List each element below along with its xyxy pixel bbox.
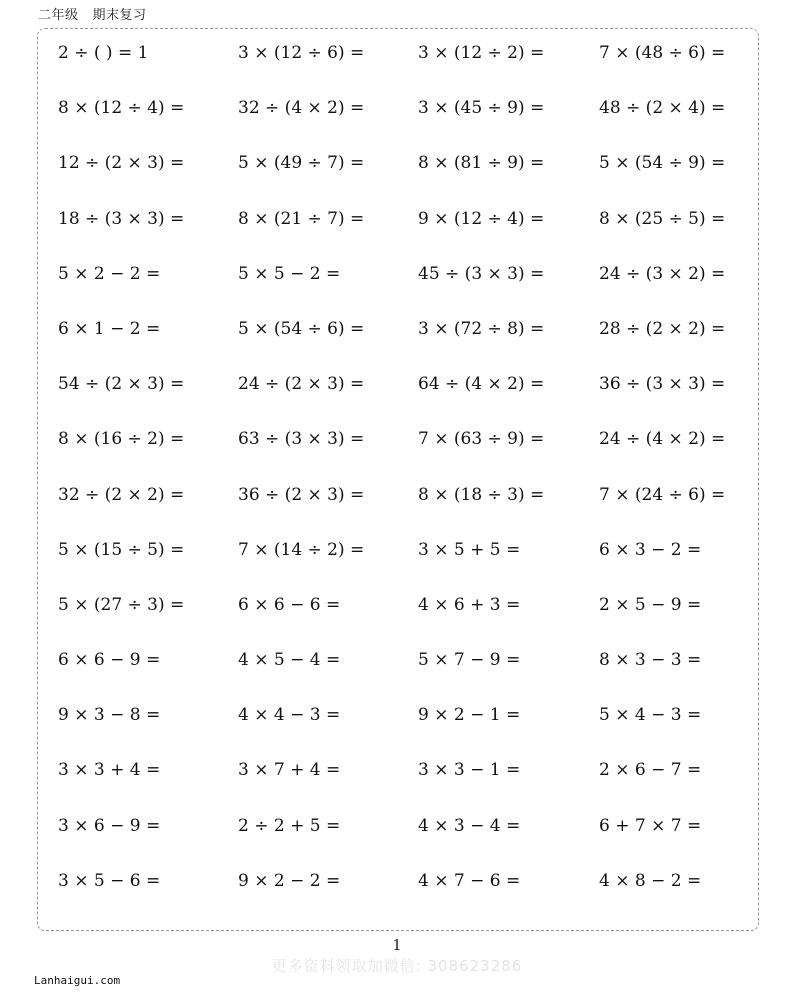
problem-item: 3 × 5 − 6 = — [58, 870, 161, 891]
problem-item: 7 × (63 ÷ 9) = — [418, 429, 545, 450]
problem-item: 8 × (18 ÷ 3) = — [418, 484, 545, 505]
problem-item: 3 × 3 + 4 = — [58, 760, 161, 781]
problem-item: 5 × (27 ÷ 3) = — [58, 594, 185, 615]
problem-item: 4 × 8 − 2 = — [599, 870, 702, 891]
problem-item: 3 × 7 + 4 = — [238, 760, 341, 781]
grade-label: 二年级 — [38, 8, 79, 23]
page-number: 1 — [392, 936, 402, 954]
problem-item: 64 ÷ (4 × 2) = — [418, 374, 545, 395]
problem-item: 6 × 6 − 6 = — [238, 594, 341, 615]
problem-item: 5 × (15 ÷ 5) = — [58, 539, 185, 560]
problem-item: 6 × 1 − 2 = — [58, 318, 161, 339]
problem-item: 2 × 6 − 7 = — [599, 760, 702, 781]
problem-item: 32 ÷ (4 × 2) = — [238, 98, 365, 119]
page-header — [38, 4, 147, 23]
problem-item: 5 × (49 ÷ 7) = — [238, 153, 365, 174]
problem-item: 3 × (12 ÷ 2) = — [418, 43, 545, 63]
problem-item: 36 ÷ (3 × 3) = — [599, 374, 726, 395]
problem-item: 5 × (54 ÷ 6) = — [238, 318, 365, 339]
problem-item: 24 ÷ (2 × 3) = — [238, 374, 365, 395]
problem-item: 4 × 7 − 6 = — [418, 870, 521, 891]
problem-item: 4 × 5 − 4 = — [238, 650, 341, 671]
problem-item: 18 ÷ (3 × 3) = — [58, 208, 185, 229]
problem-item: 6 + 7 × 7 = — [599, 815, 702, 836]
worksheet-title: 期末复习 — [92, 8, 147, 23]
problem-grid — [58, 38, 758, 921]
problem-item: 3 × 6 − 9 = — [58, 815, 161, 836]
problem-item: 4 × 4 − 3 = — [238, 705, 341, 726]
problem-item: 5 × 5 − 2 = — [238, 263, 341, 284]
problem-item: 5 × 7 − 9 = — [418, 650, 521, 671]
problem-item: 32 ÷ (2 × 2) = — [58, 484, 185, 505]
problem-item: 2 ÷ ( ) = 1 — [58, 43, 149, 63]
problem-item: 2 × 5 − 9 = — [599, 594, 702, 615]
problem-item: 8 × 3 − 3 = — [599, 650, 702, 671]
problem-item: 7 × (24 ÷ 6) = — [599, 484, 726, 505]
problem-item: 63 ÷ (3 × 3) = — [238, 429, 365, 450]
problem-item: 36 ÷ (2 × 3) = — [238, 484, 365, 505]
problem-item: 9 × 2 − 2 = — [238, 870, 341, 891]
problem-item: 7 × (48 ÷ 6) = — [599, 43, 726, 63]
problem-item: 3 × (72 ÷ 8) = — [418, 318, 545, 339]
problem-item: 3 × (45 ÷ 9) = — [418, 98, 545, 119]
problem-item: 48 ÷ (2 × 4) = — [599, 98, 726, 119]
problem-item: 8 × (12 ÷ 4) = — [58, 98, 185, 119]
problem-item: 9 × 3 − 8 = — [58, 705, 161, 726]
problem-item: 12 ÷ (2 × 3) = — [58, 153, 185, 174]
problem-item: 4 × 3 − 4 = — [418, 815, 521, 836]
problem-item: 28 ÷ (2 × 2) = — [599, 318, 726, 339]
problem-item: 9 × 2 − 1 = — [418, 705, 521, 726]
problem-item: 5 × (54 ÷ 9) = — [599, 153, 726, 174]
problem-item: 6 × 6 − 9 = — [58, 650, 161, 671]
problem-item: 8 × (25 ÷ 5) = — [599, 208, 726, 229]
problem-item: 24 ÷ (3 × 2) = — [599, 263, 726, 284]
problem-item: 45 ÷ (3 × 3) = — [418, 263, 545, 284]
problem-item: 8 × (16 ÷ 2) = — [58, 429, 185, 450]
problem-item: 6 × 3 − 2 = — [599, 539, 702, 560]
watermark: 更多资料领取加微信: 308623286 — [271, 957, 523, 975]
problem-item: 8 × (21 ÷ 7) = — [238, 208, 365, 229]
problem-item: 2 ÷ 2 + 5 = — [238, 815, 341, 836]
problem-item: 7 × (14 ÷ 2) = — [238, 539, 365, 560]
problem-item: 5 × 4 − 3 = — [599, 705, 702, 726]
problem-item: 3 × 5 + 5 = — [418, 539, 521, 560]
problem-item: 3 × 3 − 1 = — [418, 760, 521, 781]
problem-item: 5 × 2 − 2 = — [58, 263, 161, 284]
problem-item: 4 × 6 + 3 = — [418, 594, 521, 615]
problem-item: 3 × (12 ÷ 6) = — [238, 43, 365, 63]
problem-item: 9 × (12 ÷ 4) = — [418, 208, 545, 229]
site-url: Lanhaigui.com — [34, 974, 121, 987]
problem-item: 8 × (81 ÷ 9) = — [418, 153, 545, 174]
problem-item: 24 ÷ (4 × 2) = — [599, 429, 726, 450]
problem-item: 54 ÷ (2 × 3) = — [58, 374, 185, 395]
